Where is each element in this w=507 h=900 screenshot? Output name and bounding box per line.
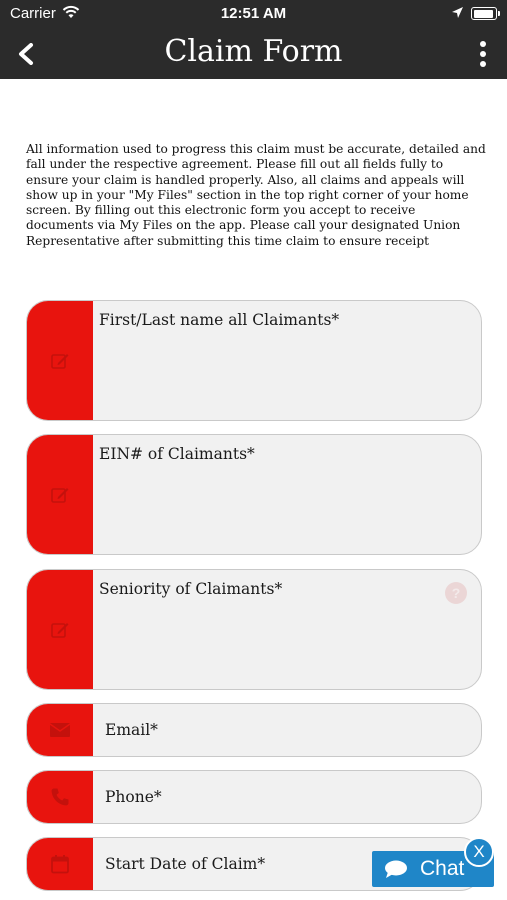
speech-bubble-icon	[384, 859, 408, 879]
email-field[interactable]	[26, 703, 482, 757]
intro-text: All information used to progress this claim must be accurate, detailed and fall under the respective agreement. Please fill out all fields fully to ensure your claim is handled properly. Also, all claims and appeals will show up in your "My Files" section in the top right corner of your home screen. By filling out this electronic form you accept to receive documents via My Files on the app. Please call your designated Union Representative after submitting this time claim to ensure receipt	[26, 142, 486, 248]
vertical-ellipsis-icon	[480, 41, 486, 47]
chat-label: Chat	[420, 857, 465, 880]
status-time: 12:51 AM	[220, 5, 287, 22]
field-label: Phone*	[105, 788, 162, 806]
claimants-name-field[interactable]	[26, 300, 482, 421]
location-arrow-icon	[451, 6, 464, 19]
field-label: EIN# of Claimants*	[99, 445, 255, 463]
seniority-claimants-field[interactable]	[26, 569, 482, 690]
envelope-icon	[49, 722, 71, 738]
phone-field[interactable]	[26, 770, 482, 824]
more-menu-button[interactable]	[468, 37, 498, 71]
chat-close-button[interactable]: X	[464, 837, 494, 867]
edit-icon	[50, 620, 70, 640]
field-icon-box	[27, 435, 93, 554]
page-title: Claim Form	[164, 34, 343, 69]
field-icon-box	[27, 838, 93, 890]
edit-icon	[50, 485, 70, 505]
ein-claimants-field[interactable]	[26, 434, 482, 555]
edit-icon	[50, 351, 70, 371]
field-label: Seniority of Claimants*	[99, 580, 283, 598]
field-icon-box	[27, 570, 93, 689]
field-icon-box	[27, 301, 93, 420]
field-icon-box	[27, 771, 93, 823]
field-icon-box	[27, 704, 93, 756]
calendar-icon	[50, 854, 70, 874]
nav-bar	[0, 28, 507, 79]
field-label: First/Last name all Claimants*	[99, 311, 340, 329]
carrier-label: Carrier	[10, 5, 56, 22]
field-label: Email*	[105, 721, 158, 739]
battery-icon	[471, 7, 497, 20]
status-bar	[0, 0, 507, 28]
field-label: Start Date of Claim*	[105, 855, 266, 873]
question-icon[interactable]: ?	[445, 582, 467, 604]
phone-icon	[50, 787, 70, 807]
